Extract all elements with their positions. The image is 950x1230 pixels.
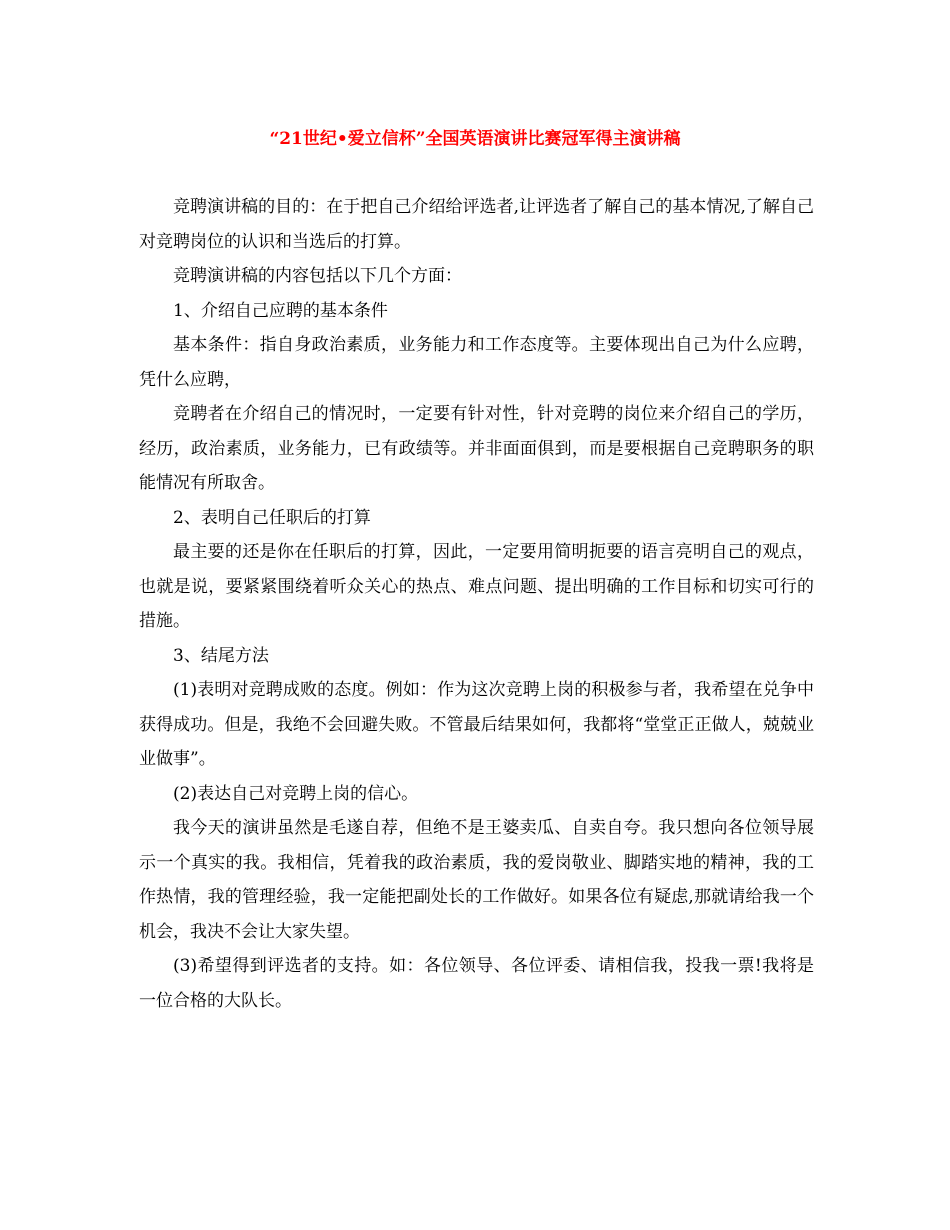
document-body	[139, 190, 814, 1018]
paragraph-introduce-self: 竞聘者在介绍自己的情况时，一定要有针对性，针对竞聘的岗位来介绍自己的学历，经历，政治素质，业务能力，已有政绩等。并非面面俱到，而是要根据自己竞聘职务的职能情况有所取舍。	[139, 404, 814, 493]
document-title: “21世纪•爱立信杯”全国英语演讲比赛冠军得主演讲稿	[269, 129, 681, 149]
paragraph-speech: 我今天的演讲虽然是毛遂自荐，但绝不是王婆卖瓜、自卖自夸。我只想向各位领导展示一个真实的我。我相信，凭着我的政治素质，我的爱岗敬业、脚踏实地的精神，我的工作热情，我的管理经验，我一定能把副处长的工作做好。如果各位有疑虑,那就请给我一个机会，我决不会让大家失望。	[139, 818, 814, 942]
paragraph-plans: 最主要的还是你在任职后的打算，因此，一定要用简明扼要的语言亮明自己的观点，也就是说，要紧紧围绕着听众关心的热点、难点问题、提出明确的工作目标和切实可行的措施。	[139, 542, 814, 631]
paragraph-content-intro: 竞聘演讲稿的内容包括以下几个方面：	[173, 266, 462, 286]
paragraph-confidence: (2)表达自己对竞聘上岗的信心。	[173, 783, 419, 804]
paragraph-basic-conditions: 基本条件：指自身政治素质，业务能力和工作态度等。主要体现出自己为什么应聘，凭什么应聘，	[139, 335, 814, 390]
paragraph-support: (3)希望得到评选者的支持。如：各位领导、各位评委、请相信我，投我一票!我将是一位合格的大队长。	[139, 956, 814, 1011]
paragraph-attitude: (1)表明对竞聘成败的态度。例如：作为这次竞聘上岗的积极参与者，我希望在兑争中获得成功。但是，我绝不会回避失败。不管最后结果如何，我都将“堂堂正正做人，兢兢业业做事”。	[139, 680, 814, 769]
section-heading-1: 1、介绍自己应聘的基本条件	[173, 300, 388, 321]
section-heading-3: 3、结尾方法	[173, 645, 269, 666]
paragraph-purpose: 竞聘演讲稿的目的：在于把自己介绍给评选者,让评选者了解自己的基本情况,了解自己对竞聘岗位的认识和当选后的打算。	[139, 197, 814, 252]
section-heading-2: 2、表明自己任职后的打算	[173, 507, 371, 528]
